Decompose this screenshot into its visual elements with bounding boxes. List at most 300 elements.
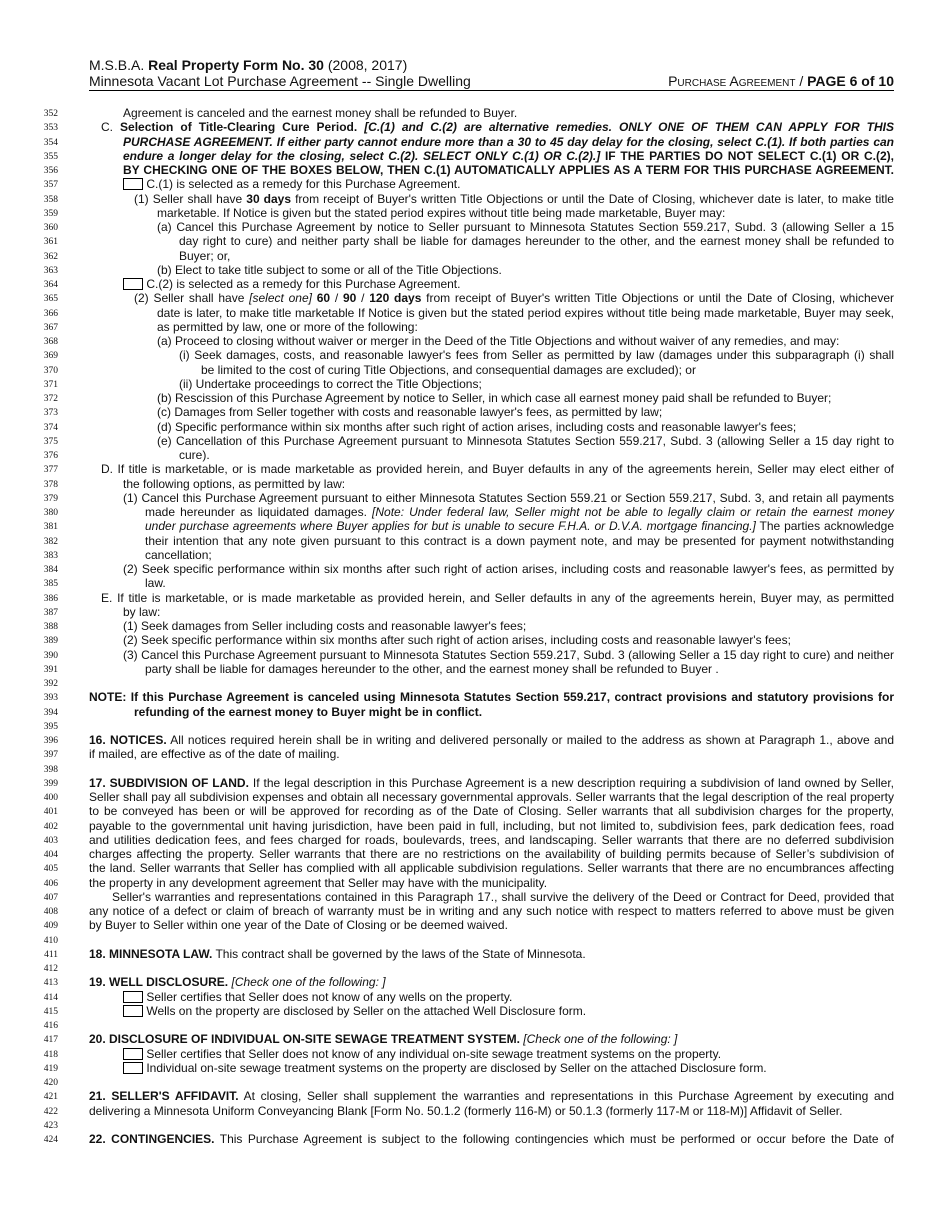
text-segment: day right to cure) and neither party shall be liable for damages hereunder to the other, and the earnest money shall be refunded to [179,234,894,249]
line-number: 402 [43,821,58,832]
document-line [0,291,950,305]
text-segment: and utilities dedication fees, and fees charged for roads, boulevards, trees, and landscaping. Seller warrants that there are no deferred subdivision [89,832,894,847]
document-line [0,1004,950,1018]
line-number: 373 [43,408,58,419]
text-segment: Selection of Title-Clearing Cure Period. [120,120,365,135]
line-number: 357 [43,180,58,191]
line-text [157,263,502,277]
text-segment: Seller shall pay all subdivision expenses and obtain all necessary governmental approvals. Seller warrants that the legal description of the real property [89,790,894,804]
document-line [0,1047,950,1061]
text-segment: (1) Seek damages from Seller including costs and reasonable lawyer's fees; [123,619,527,633]
line-number: 356 [43,166,58,176]
line-number: 412 [43,964,58,974]
document-line [0,234,950,248]
document-line [0,505,950,519]
line-text [89,833,894,847]
document-body [0,106,950,1146]
line-number: 359 [43,208,58,219]
text-segment: Agreement is canceled and the earnest money shall be refunded to Buyer. [123,106,518,120]
line-text [89,1032,677,1046]
text-segment: 90 [342,291,357,306]
line-text [89,975,386,989]
text-segment: 20. DISCLOSURE OF INDIVIDUAL ON-SITE SEWAGE TREATMENT SYSTEM. [89,1032,520,1047]
line-number: 397 [43,750,58,761]
line-number: 386 [43,593,58,604]
document-line [0,890,950,904]
text-segment: (2) Seek specific performance within six months after such right of action arises, including costs and reasonable lawyer's fees, as permitted by [123,562,894,576]
line-text [89,747,340,761]
text-segment: (2) Seller shall have [134,291,250,306]
text-segment: (3) Cancel this Purchase Agreement pursuant to Minnesota Statutes Section 559.217, Subd. 3 (allowing Seller a 15 day right to cure) and neither [123,647,894,662]
line-number: 375 [43,436,58,447]
line-text [157,420,796,434]
line-number: 419 [43,1063,58,1074]
line-number: 395 [43,721,58,732]
form-subtitle-row [89,73,894,91]
text-segment: 120 days [369,291,422,306]
document-line [0,163,950,177]
text-segment: by Buyer to Seller within one year of the Date of Closing or be deemed waived. [89,918,508,933]
line-text [123,1004,586,1018]
line-text [145,548,212,562]
line-text [201,363,696,377]
line-text [157,434,894,448]
text-segment: made hereunder as liquidated damages. [145,505,373,519]
text-segment: (c) Damages from Seller together with costs and reasonable lawyer's fees, as permitted by law; [157,405,663,420]
line-number: 368 [43,337,58,347]
line-number: 413 [43,978,58,989]
text-segment: Buyer; or, [179,248,231,263]
line-text [157,391,831,405]
line-number: 403 [43,835,58,846]
line-text [101,591,894,605]
checkbox[interactable] [123,278,143,290]
document-line [0,747,950,761]
text-segment: if mailed, are effective as of the date of mailing. [89,747,340,762]
line-number: 410 [43,935,58,946]
document-line [0,847,950,861]
text-segment: D. If title is marketable, or is made marketable as provided herein, and Buyer defaults in any of the agreements herein, Seller may elect either of [101,462,894,477]
text-segment: 22. CONTINGENCIES. [89,1132,215,1146]
line-number: 367 [43,322,58,333]
text-segment: the following options, as permitted by law: [123,476,346,491]
line-text [123,163,894,177]
line-number: 369 [43,351,58,362]
document-line [0,334,950,348]
document-line [0,833,950,847]
document-line [0,135,950,149]
document-line [0,192,950,206]
text-segment: E. If title is marketable, or is made marketable as provided herein, and Seller defaults in any of the agreements herein, Buyer may, as permitted [101,590,894,605]
line-text [134,291,894,305]
line-text [123,648,894,662]
text-segment: (d) Specific performance within six months after such right of action arises, including costs and reasonable lawyer's fees; [157,419,797,434]
text-segment: 19. WELL DISCLOSURE. [89,975,229,990]
document-line [0,904,950,918]
text-segment: This contract shall be governed by the laws of the State of Minnesota. [212,946,586,961]
line-number: 408 [43,907,58,917]
text-segment: If the legal description in this Purchase Agreement is a new description requiring a subdivision of land owned by Seller, [248,775,894,790]
line-text [145,519,894,533]
line-number: 389 [43,636,58,647]
line-number: 414 [43,992,58,1003]
document-line [0,277,950,291]
checkbox[interactable] [123,991,143,1003]
document-line [0,462,950,476]
document-line [0,776,950,790]
line-text [89,904,894,918]
text-segment: party shall be liable for damages hereunder to the other, and the earnest money shall be refunded to Buyer . [145,661,719,676]
document-line [0,420,950,434]
document-line [0,619,950,633]
line-number: 352 [43,109,58,119]
text-segment: (e) Cancellation of this Purchase Agreement pursuant to Minnesota Statutes Section 559.217, Subd. 3 (allowing Seller a 15 day right to [157,433,894,448]
line-text [157,306,894,320]
line-text [145,662,719,676]
line-number: 396 [43,736,58,746]
document-line [0,705,950,719]
document-line [0,975,950,989]
document-line [0,1089,950,1103]
document-line [0,918,950,932]
line-text [123,149,894,163]
document-line [0,819,950,833]
document-line [0,961,950,975]
line-number: 361 [43,237,58,248]
document-line [0,206,950,220]
line-text [89,790,894,804]
line-text [157,220,894,234]
line-text [123,106,517,120]
document-line [0,377,950,391]
text-segment: cancellation; [145,547,212,562]
line-number: 422 [43,1106,58,1117]
text-segment: [Note: Under federal law, Seller might not be able to legally claim or retain the earnest money [372,505,894,519]
line-text [123,633,791,647]
document-line [0,690,950,704]
text-segment: as permitted by law, one or more of the following: [157,319,418,334]
line-text [101,462,894,476]
text-segment: the land. Seller warrants that Seller has complied with all applicable subdivision regulations. Seller warrants that there are no encumbrances affecting [89,861,894,876]
line-number: 379 [43,493,58,504]
text-segment: BY CHECKING ONE OF THE BOXES BELOW, THEN C.(1) AUTOMATICALLY APPLIES AS A TERM FOR THIS PURCHASE AGREEMENT. [123,163,894,177]
line-number: 418 [43,1049,58,1060]
document-line [0,448,950,462]
document-line [0,306,950,320]
line-text [123,277,460,291]
line-number: 382 [43,536,58,547]
text-segment: from receipt of Buyer's written Title Objections or until the Date of Closing, whichever date is later, to make title [291,191,894,206]
line-number: 385 [43,579,58,590]
line-number: 380 [43,508,58,518]
text-segment: cure). [179,448,210,462]
text-segment: Wells on the property are disclosed by Seller on the attached Well Disclosure form. [143,1003,587,1018]
checkbox[interactable] [123,1062,143,1074]
line-number: 354 [43,137,58,148]
text-segment: All notices required herein shall be in writing and delivered personally or mailed to the address as shown at Paragraph 1., above and [166,733,894,747]
line-number: 363 [43,265,58,276]
text-segment: delivering a Minnesota Uniform Conveyancing Blank [Form No. 50.1.2 (formerly 116-M) or 50.1.3 (formerly 117-M or 118-M)] Affidavit of Seller. [89,1103,843,1118]
line-number: 353 [43,123,58,134]
text-segment: Seller certifies that Seller does not know of any individual on-site sewage treatment systems on the property. [143,1046,722,1061]
line-text [123,491,894,505]
line-number: 411 [44,949,58,960]
line-number: 362 [43,251,58,262]
line-text [89,690,894,704]
line-text [89,733,894,747]
text-segment: 30 days [246,191,292,206]
line-number: 401 [43,807,58,818]
document-line [0,576,950,590]
line-number: 383 [43,550,58,561]
text-segment: 16. NOTICES. [89,733,167,747]
checkbox[interactable] [123,1005,143,1017]
line-text [89,1132,894,1146]
document-line [0,405,950,419]
line-number: 384 [43,565,58,575]
line-text [134,705,482,719]
line-number: 365 [43,294,58,305]
form-subtitle: Minnesota Vacant Lot Purchase Agreement -- Single Dwelling [89,73,471,89]
text-segment: (1) Cancel this Purchase Agreement pursuant to either Minnesota Statutes Section 559.21 or Section 559.217, Subd. 3, and retain all payments [123,490,894,505]
text-segment: Seller certifies that Seller does not know of any wells on the property. [143,989,513,1004]
line-text [145,534,894,548]
line-text [123,990,512,1004]
form-title [89,57,407,73]
text-segment: (2) Seek specific performance within six months after such right of action arises, including costs and reasonable lawyer's fees; [123,633,791,648]
line-text [89,819,894,833]
document-line [0,477,950,491]
document-line [0,933,950,947]
line-number: 378 [43,479,58,490]
line-text [179,348,894,362]
line-number: 409 [43,921,58,932]
line-text [123,177,460,191]
line-text [123,605,160,619]
text-segment: (b) Elect to take title subject to some or all of the Title Objections. [157,262,502,277]
line-number: 376 [43,451,58,461]
document-line [0,1061,950,1075]
line-number: 423 [43,1120,58,1131]
text-segment: [select one] [249,291,312,306]
line-text [89,804,894,818]
line-text [179,234,894,248]
text-segment: (b) Rescission of this Purchase Agreement by notice to Seller, in which case all earnest money paid shall be refunded to Buyer; [157,391,832,405]
text-segment: 60 [311,291,335,306]
document-line [0,1104,950,1118]
document-line [0,876,950,890]
checkbox[interactable] [123,178,143,190]
text-segment: to be conveyed has been or will be approved for recording as of the Date of Closing. Seller warrants that all subdivision charges for the property, [89,804,894,819]
document-line [0,220,950,234]
text-segment: law. [145,576,166,591]
document-line [0,120,950,134]
text-segment: under purchase agreements where Buyer applies for but is unable to secure F.H.A. or D.V.A. mortgage financing.] [145,519,756,534]
line-number: 394 [43,707,58,718]
document-line [0,1032,950,1046]
line-text [157,405,662,419]
document-line [0,1018,950,1032]
text-segment: Seller's warranties and representations contained in this Paragraph 17., shall survive the delivery of the Deed or Contract for Deed, provided that [112,889,894,904]
line-text [179,249,230,263]
text-segment: NOTE: If this Purchase Agreement is canceled using Minnesota Statutes Section 559.217, contract provisions and statutory provisions for [89,690,894,705]
checkbox[interactable] [123,1048,143,1060]
line-text [89,918,508,932]
text-segment: their intention that any note given pursuant to this contract is a down payment note, and may be presented for payment notwithstanding [145,533,894,548]
line-number: 364 [43,280,58,290]
line-number: 381 [43,522,58,533]
document-line [0,177,950,191]
line-number: 398 [43,764,58,775]
text-segment: (a) Cancel this Purchase Agreement by notice to Seller pursuant to Minnesota Statutes Section 559.217, Subd. 3 (allowing Seller a 15 [157,220,894,234]
line-number: 415 [43,1006,58,1017]
document-line [0,1075,950,1089]
text-segment: be limited to the cost of curing Title Objections, and consequential damages are excluded); or [201,362,696,377]
text-segment: any notice of a defect or claim of breach of warranty must be in writing and any such notice with respect to matters referred to above must be given [89,904,894,918]
document-line [0,106,950,120]
text-segment: marketable. If Notice is given but the stated period expires without title being made marketable, Buyer may: [157,205,726,220]
text-segment: C. [101,120,121,135]
line-number: 406 [43,878,58,889]
line-number: 388 [43,622,58,632]
line-number: 405 [43,864,58,875]
document-line [0,249,950,263]
line-number: 371 [43,379,58,390]
text-segment: endure a longer delay for the closing, select C.(2). SELECT ONLY C.(1) OR C.(2).] [123,148,601,163]
line-text [89,861,894,875]
line-number: 377 [43,465,58,476]
document-line [0,363,950,377]
line-number: 358 [43,194,58,205]
document-line [0,947,950,961]
line-text [145,576,166,590]
text-segment: The parties acknowledge [755,519,894,534]
form-years: (2008, 2017) [323,57,408,73]
line-text [157,334,839,348]
line-text [123,135,894,149]
text-segment: from receipt of Buyer's written Title Objections or until the Date of Closing, whichever [421,291,895,306]
document-line [0,491,950,505]
section-name: Purchase Agreement [668,73,796,89]
line-number: 374 [43,422,58,433]
line-number: 400 [43,793,58,803]
form-number: Real Property Form No. 30 [148,57,324,73]
line-text [89,847,894,861]
document-line [0,263,950,277]
document-line [0,391,950,405]
line-number: 360 [43,223,58,233]
text-segment: / [356,291,370,306]
line-number: 372 [43,394,58,404]
document-line [0,762,950,776]
text-segment: Individual on-site sewage treatment systems on the property are disclosed by Seller on the attached Disclosure form. [143,1060,767,1075]
text-segment: (i) Seek damages, costs, and reasonable lawyer's fees from Seller as permitted by law (damages under this subparagraph (i) shall [179,348,894,363]
document-line [0,990,950,1004]
line-text [89,1104,842,1118]
line-text [89,876,547,890]
text-segment: PURCHASE AGREEMENT. If either party cannot endure more than a 30 to 45 day delay for the closing, select C.(1). If both parties can [123,134,894,149]
text-segment: (a) Proceed to closing without waiver or merger in the Deed of the Title Objections and without waiver of any remedies, and may: [157,334,840,348]
form-publisher: M.S.B.A. [89,57,149,73]
text-segment: (ii) Undertake proceedings to correct the Title Objections; [179,376,482,391]
line-text [101,120,894,134]
text-segment: [C.(1) and C.(2) are alternative remedies. ONLY ONE OF THEM CAN APPLY FOR THIS [364,120,894,135]
text-segment: charges affecting the property. Seller warrants that there are no restrictions on the availability of building permits because of Seller’s subdivision of [89,847,894,861]
text-segment: [Check one of the following: ] [523,1032,678,1047]
line-text [123,477,345,491]
text-segment: [Check one of the following: ] [231,975,386,990]
text-segment: by law: [123,604,161,619]
line-text [123,1061,767,1075]
text-segment: C.(1) is selected as a remedy for this Purchase Agreement. [143,177,461,192]
document-line [0,434,950,448]
line-number: 417 [43,1035,58,1046]
document-line [0,861,950,875]
text-segment: This Purchase Agreement is subject to the following contingencies which must be performed or occur before the Date of [214,1132,894,1146]
line-number: 420 [43,1078,58,1088]
line-number: 366 [43,308,58,319]
document-line [0,348,950,362]
line-text [134,192,894,206]
document-line [0,633,950,647]
text-segment: 18. MINNESOTA LAW. [89,946,213,961]
document-line [0,804,950,818]
line-number: 370 [43,365,58,376]
line-number: 387 [43,607,58,618]
document-line [0,320,950,334]
document-line [0,790,950,804]
text-segment: C.(2) is selected as a remedy for this Purchase Agreement. [143,277,461,291]
line-text [145,505,894,519]
line-text [112,890,894,904]
document-line [0,662,950,676]
line-text [123,619,526,633]
document-line [0,676,950,690]
line-text [89,947,586,961]
line-text [123,562,894,576]
text-segment: payable to the governmental unit having jurisdiction, have been paid in full, including, but not limited to, subdivision fees, park dedication fees, road [89,818,894,833]
line-text [179,377,482,391]
line-text [123,1047,721,1061]
document-line [0,1132,950,1146]
document-line [0,149,950,163]
line-number: 390 [43,650,58,661]
page-number: PAGE 6 of 10 [807,73,894,89]
document-line [0,591,950,605]
text-segment: refunding of the earnest money to Buyer might be in conflict. [134,704,483,719]
text-segment: 21. SELLER'S AFFIDAVIT. [89,1089,239,1104]
line-number: 399 [43,778,58,789]
document-line [0,733,950,747]
text-segment: date is later, to make title marketable If Notice is given but the stated period expires without title being made marketable, Buyer may seek, [157,305,894,320]
document-line [0,534,950,548]
line-number: 407 [43,892,58,903]
line-text [89,776,894,790]
document-line [0,562,950,576]
document-line [0,605,950,619]
document-line [0,648,950,662]
line-text [179,448,210,462]
line-number: 416 [43,1021,58,1031]
text-segment: the property in any development agreement that Seller may have with the municipality. [89,875,548,890]
text-segment: 17. SUBDIVISION OF LAND. [89,775,249,790]
line-number: 421 [43,1092,58,1103]
document-line [0,548,950,562]
document-line [0,519,950,533]
line-number: 355 [43,151,58,162]
line-text [157,206,725,220]
line-number: 424 [43,1135,58,1145]
